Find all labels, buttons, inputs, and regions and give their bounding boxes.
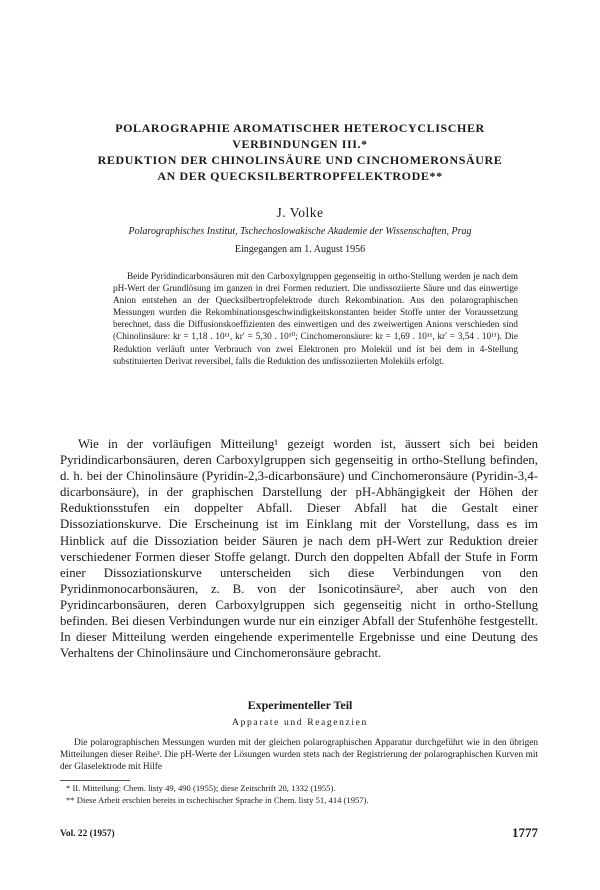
volume-info: Vol. 22 (1957): [60, 829, 115, 839]
article-title: [60, 120, 540, 184]
page-number: 1777: [512, 825, 538, 840]
author-affiliation: Polarographisches Institut, Tschechoslowakische Akademie der Wissenschaften, Prag: [128, 226, 472, 237]
title-line-3: REDUKTION DER CHINOLINSÄURE UND CINCHOMERONSÄURE: [97, 153, 503, 167]
section-paragraph: Die polarographischen Messungen wurden mit der gleichen polarographischen Apparatur durchgeführt wie in den übrigen Mitteilungen dieser Reihe³. Die pH-Werte der Lösungen wurden stets nach der Registrierung der polarographischen Kurven mit der Glaselektrode mit Hilfe: [60, 738, 538, 773]
footnote-divider: [60, 780, 130, 781]
footnote-2: ** Diese Arbeit erschien bereits in tschechischer Sprache in Chem. listy 51, 414 (1957).: [66, 795, 369, 805]
received-date: Eingegangen am 1. August 1956: [234, 244, 366, 255]
section-text: [60, 737, 538, 774]
title-line-1: POLAROGRAPHIE AROMATISCHER HETEROCYCLISCHER: [115, 121, 485, 135]
title-line-2: VERBINDUNGEN III.*: [232, 137, 368, 151]
abstract-text: Beide Pyridindicarbonsäuren mit den Carboxylgruppen gegenseitig in ortho-Stellung werden je nach dem pH-Wert der Grundlösung im ganzen in drei Formen reduziert. Die undissoziierte Säure und das einwertige Anion entstehen an der Quecksilbertropfelektrode durch Rekombination. Aus den polarographischen Messungen wurden die Rekombinationsgeschwindigkeitskonstanten beider Stoffe unter der Voraussetzung berechnet, dass die Diffusionskoeffizienten des einwertigen und des zweiwertigen Anions verschieden sind (Chinolinsäure: kr = 1,18 . 10¹¹, kr′ = 5,30 . 10¹⁰; Cinchomeronsäure: kr = 1,69 . 10¹¹, kr′ = 3,54 . 10¹¹). Die Reduktion verläuft unter Verbrauch von zwei Elektronen pro Molekül und ist bei dem in 4-Stellung substituierten Derivat reversibel, falls die Reduktion des undissoziierten Moleküls erfolgt.: [113, 271, 518, 366]
subsection-heading: Apparate und Reagenzien: [232, 717, 368, 728]
body-text: [60, 436, 538, 661]
abstract: [113, 270, 518, 367]
author-name: J. Volke: [276, 205, 324, 220]
footnote-1: * II. Mitteilung: Chem. listy 49, 490 (1955); diese Zeitschrift 20, 1332 (1955).: [66, 783, 336, 793]
body-paragraph: Wie in der vorläufigen Mitteilung¹ gezeigt worden ist, äussert sich bei beiden Pyridindicarbonsäuren, deren Carboxylgruppen sich gegenseitig in ortho-Stellung befinden, d. h. bei der Chinolinsäure (Pyridin-2,3-dicarbonsäure) und Cinchomeronsäure (Pyridin-3,4-dicarbonsäure), in der graphischen Darstellung der pH-Abhängigkeit der Höhen der Reduktionsstufen ein doppelter Abfall. Dieser Abfall hat die Gestalt einer Dissoziationskurve. Die Erscheinung ist im Einklang mit der Vorstellung, dass es im Hinblick auf die Dissoziation beider Säuren je nach dem pH-Wert zur Reduktion dreier verschiedener Formen dieser Stoffe gelangt. Durch den doppelten Abfall der Stufe in Form einer Dissoziationskurve unterscheiden sich diese Verbindungen von den Pyridinmonocarbonsäuren, z. B. von der Isonicotinsäure², aber auch von den Pyridincarbonsäuren, deren Carboxylgruppen sich gegenseitig nicht in ortho-Stellung befinden. Bei diesen Verbindungen wurde nur ein einziger Abfall der Stufenhöhe festgestellt. In dieser Mitteilung werden eingehende experimentelle Ergebnisse und eine Deutung des Verhaltens der Chinolinsäure und Cinchomeronsäure gebracht.: [60, 437, 538, 661]
title-line-4: AN DER QUECKSILBERTROPFELEKTRODE**: [157, 169, 443, 183]
section-heading: Experimenteller Teil: [247, 698, 353, 712]
footnotes: [60, 782, 538, 806]
